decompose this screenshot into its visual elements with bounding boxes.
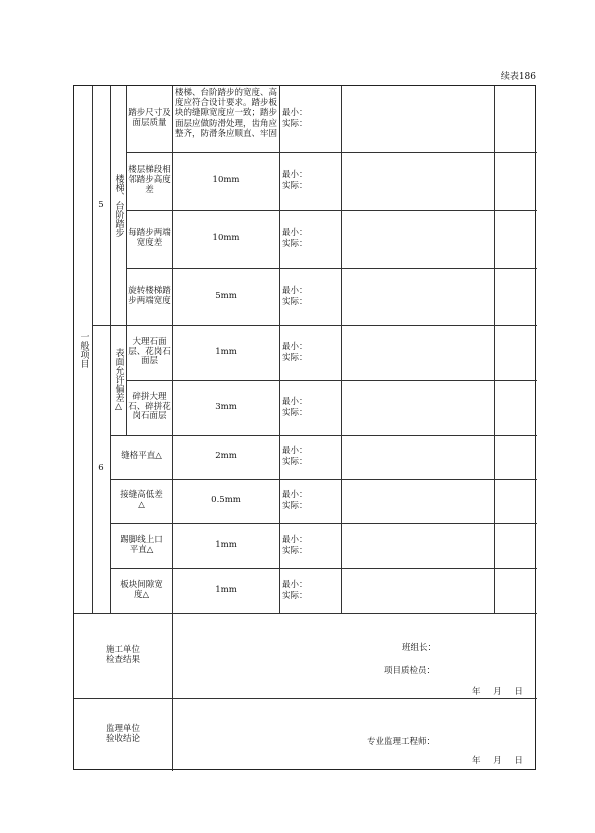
item-name: 踢脚线上口平直△ [120,534,163,555]
item-requirement: 1mm [215,539,237,550]
supervision-date: 年 月 日 [472,756,523,766]
item-name: 旋转楼梯踏步两端宽度 [128,285,171,306]
item-requirement: 楼梯、台阶踏步的宽度、高度应符合设计要求。踏步板块的缝隙宽度应一致；踏步面层应做防滑处理，齿角应整齐，防滑条应顺直、牢固 [175,88,278,139]
min-label: 最小： [282,170,308,181]
group5-name: 楼梯、台阶踏步 [113,174,124,237]
min-label: 最小： [282,108,308,119]
min-label: 最小： [282,579,308,590]
item-measurement [280,568,341,613]
item-measurement [280,479,341,523]
item-measurement [280,325,341,380]
item-measurement [280,380,341,435]
actual-label: 实际： [282,181,308,191]
min-label: 最小： [282,396,308,407]
grid-line [341,86,342,613]
item-requirement: 0.5mm [211,495,241,506]
group5-name-cell [110,86,126,325]
item-name: 楼层梯段相邻踏步高度差 [128,165,171,195]
item-name: 缝格平直△ [121,451,162,462]
actual-label: 实际： [282,501,308,511]
actual-label: 实际： [282,407,308,418]
min-label: 最小： [282,490,308,501]
min-label: 最小： [282,285,308,296]
category-label: 一般项目 [78,331,89,368]
item-requirement: 5mm [215,290,237,301]
actual-label: 实际： [282,352,308,363]
category-cell [74,86,92,613]
item-measurement [280,435,341,479]
actual-label: 实际： [282,296,308,307]
inspection-table [73,85,536,770]
group6-number: 6 [98,463,104,474]
actual-label: 实际： [282,119,308,129]
item-name: 板块间隙宽度△ [120,579,163,600]
actual-label: 实际： [282,239,308,249]
group6-subname: 表面允许偏差△ [113,348,124,412]
item-requirement: 1mm [215,584,237,595]
construction-date: 年 月 日 [472,687,523,697]
supervision-label: 监理单位验收结论 [105,723,140,744]
page-label: 续表186 [500,72,536,82]
min-label: 最小： [282,534,308,545]
actual-label: 实际： [282,545,308,556]
actual-label: 实际： [282,590,308,601]
min-label: 最小： [282,446,308,457]
item-measurement [280,268,341,325]
min-label: 最小： [282,228,308,239]
item-name: 碎拼大理石、碎拼花岗石面层 [128,391,171,422]
construction-label: 施工单位检查结果 [105,644,140,665]
item-name: 接缝高低差△ [120,490,163,510]
item-name: 踏步尺寸及面层质量 [128,108,171,128]
item-requirement: 2mm [215,451,237,462]
item-requirement: 3mm [215,401,237,412]
item-name: 大理石面层、花岗石面层 [128,336,171,367]
group6-subname-cell [110,325,126,435]
group5-number: 5 [98,199,104,210]
quality-inspector-label: 项目质检员： [384,666,436,676]
actual-label: 实际： [282,457,308,467]
grid-line [494,86,495,613]
item-requirement: 10mm [212,233,240,244]
team-leader-label: 班组长： [402,643,437,653]
item-measurement [280,523,341,568]
supervision-engineer-label: 专业监理工程师： [367,737,436,747]
item-name: 每踏步两端宽度差 [128,228,171,248]
item-measurement [280,152,341,210]
item-requirement: 10mm [212,175,240,186]
item-requirement: 1mm [215,346,237,357]
min-label: 最小： [282,341,308,352]
item-measurement [280,86,341,152]
item-measurement [280,210,341,268]
